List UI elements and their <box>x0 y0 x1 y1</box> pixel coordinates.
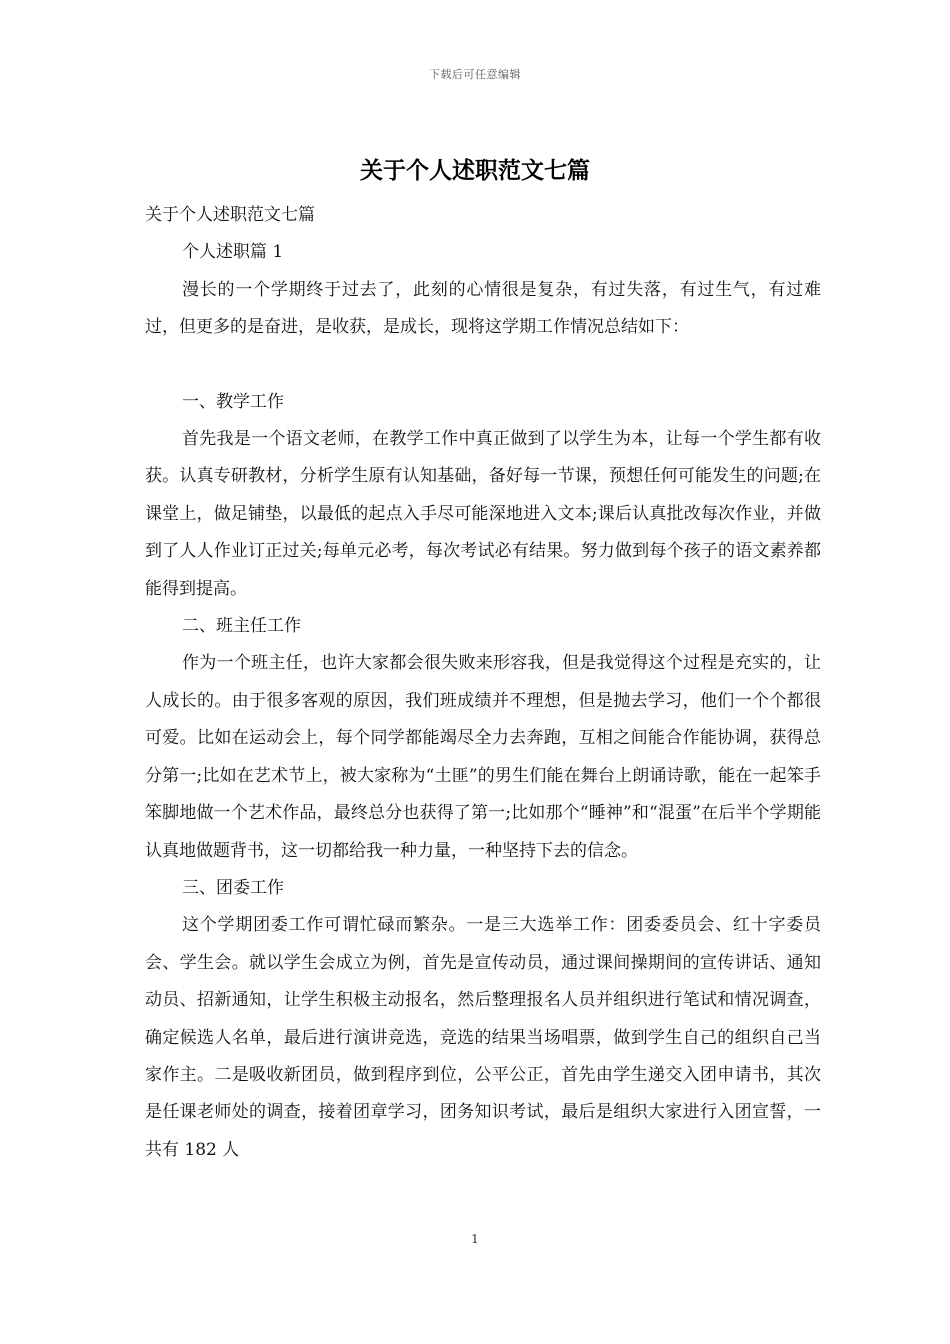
document-body <box>145 197 821 1169</box>
section-heading: 个人述职篇 1 <box>182 242 284 263</box>
blank-line <box>145 347 821 384</box>
page-number: 1 <box>471 1232 479 1246</box>
paragraph-teaching-work: 首先我是一个语文老师，在教学工作中真正做到了以学生为本，让每一个学生都有收获。认真专研教材，分析学生原有认知基础，备好每一节课，预想任何可能发生的问题;在课堂上，做足铺垫，以最低的起点入手尽可能深地进入文本;课后认真批改每次作业，并做到了人人作业订正过关;每单元必考，每次考试必有结果。努力做到每个孩子的语文素养都能得到提高。 <box>145 429 821 599</box>
paragraph-class-teacher-work: 作为一个班主任，也许大家都会很失败来形容我，但是我觉得这个过程是充实的，让人成长的。由于很多客观的原因，我们班成绩并不理想，但是抛去学习，他们一个个都很可爱。比如在运动会上，每个同学都能竭尽全力去奔跑，互相之间能合作能协调，获得总分第一;比如在艺术节上，被大家称为“土匪”的男生们能在舞台上朗诵诗歌，能在一起笨手笨脚地做一个艺术作品，最终总分也获得了第一;比如那个“睡神”和“混蛋”在后半个学期能认真地做题背书，这一切都给我一种力量，一种坚持下去的信念。 <box>145 653 821 861</box>
document-title: 关于个人述职范文七篇 <box>360 157 590 184</box>
heading-class-teacher-work: 二、班主任工作 <box>182 616 301 637</box>
document-subtitle: 关于个人述职范文七篇 <box>145 205 315 225</box>
intro-paragraph: 漫长的一个学期终于过去了，此刻的心情很是复杂，有过失落，有过生气，有过难过，但更多的是奋进，是收获，是成长，现将这学期工作情况总结如下： <box>145 279 821 338</box>
heading-teaching-work: 一、教学工作 <box>182 391 284 412</box>
page-header: 下载后可任意编辑 <box>429 68 521 81</box>
paragraph-youth-league-work: 这个学期团委工作可谓忙碌而繁杂。一是三大选举工作：团委委员会、红十字委员会、学生会。就以学生会成立为例，首先是宣传动员，通过课间操期间的宣传讲话、通知动员、招新通知，让学生积极主动报名，然后整理报名人员并组织进行笔试和情况调查，确定候选人名单，最后进行演讲竞选，竞选的结果当场唱票，做到学生自己的组织自己当家作主。二是吸收新团员，做到程序到位，公平公正，首先由学生递交入团申请书，其次是任课老师处的调查，接着团章学习，团务知识考试，最后是组织大家进行入团宣誓，一共有 182 人 <box>145 915 821 1160</box>
heading-youth-league-work: 三、团委工作 <box>182 877 284 898</box>
